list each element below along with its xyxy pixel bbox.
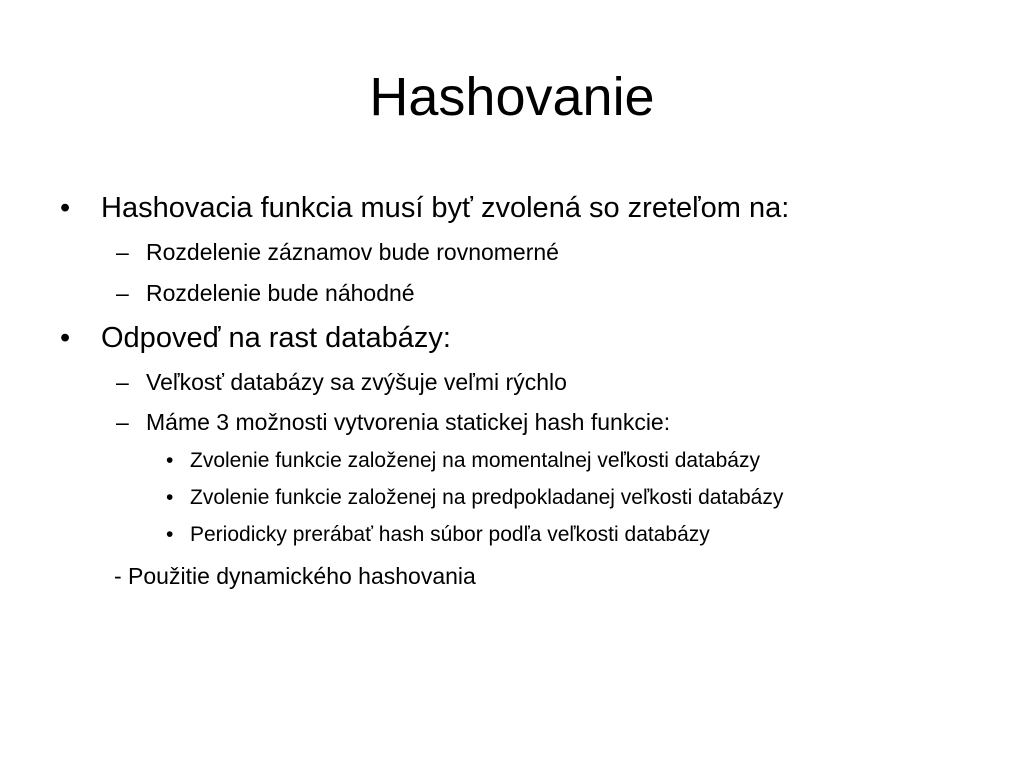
sub-bullet-text: Rozdelenie bude náhodné: [146, 280, 415, 306]
small-bullet-marker: •: [166, 523, 174, 546]
sub-sub-bullet-text: Zvolenie funkcie založenej na predpokladanej veľkosti databázy: [190, 486, 784, 509]
sub-bullet-text: Máme 3 možnosti vytvorenia statickej hash funkcie:: [146, 409, 671, 435]
small-bullet-marker: •: [166, 486, 174, 509]
bullet-text: Odpoveď na rast databázy:: [101, 322, 451, 354]
bullet-marker: •: [60, 192, 71, 224]
bullet-marker: •: [60, 322, 71, 354]
bullet-text: Hashovacia funkcia musí byť zvolená so zreteľom na:: [101, 192, 790, 224]
sub-bullet-text: Rozdelenie záznamov bude rovnomerné: [146, 239, 559, 265]
sub-bullet-text: Veľkosť databázy sa zvýšuje veľmi rýchlo: [146, 369, 567, 395]
sub-sub-bullet-text: Zvolenie funkcie založenej na momentalnej veľkosti databázy: [190, 449, 760, 472]
dash-marker: –: [116, 409, 129, 435]
plain-text-line: - Použitie dynamického hashovania: [114, 563, 476, 589]
dash-marker: –: [116, 280, 129, 306]
sub-sub-bullet-text: Periodicky prerábať hash súbor podľa veľkosti databázy: [190, 523, 710, 546]
dash-marker: –: [116, 239, 129, 265]
small-bullet-marker: •: [166, 449, 174, 472]
slide-title: Hashovanie: [369, 67, 655, 127]
dash-marker: –: [116, 369, 129, 395]
